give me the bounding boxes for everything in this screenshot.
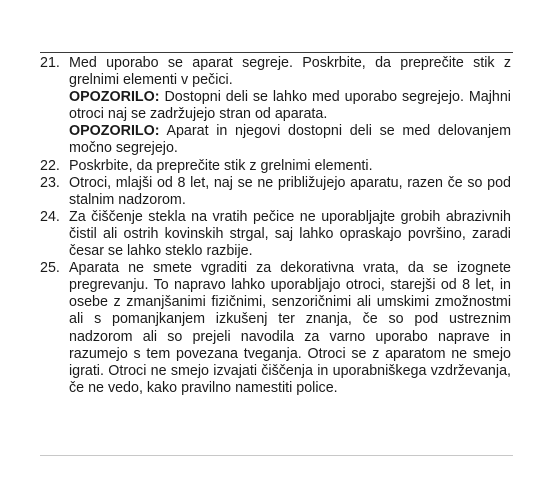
warning-text: Dostopni deli se lahko med uporabo segrejejo. Majhni otroci naj se zadržujejo stran od aparata.: [69, 89, 511, 123]
list-item-22: [40, 158, 511, 175]
item-text: Med uporabo se aparat segreje. Poskrbite, da preprečite stik z grelnimi elementi v pečici.: [69, 55, 511, 89]
warning-paragraph: [69, 123, 511, 157]
item-number: 23.: [40, 174, 60, 191]
item-number: 24.: [40, 208, 60, 225]
item-text: Aparata ne smete vgraditi za dekorativna vrata, da se izognete pregrevanju. To napravo lahko uporabljajo otroci, starejši od 8 let, in osebe z zmanjšanimi fizičnimi, senzoričnimi ali umskimi zmožnostmi ali s pomanjkanjem izkušenj ter znanja, če so pod ustreznim nadzorom ali so prejeli navodila za varno uporabo naprave in razumejo s tem povezana tveganja. Otroci se z aparatom ne smejo igrati. Otroci ne smejo izvajati čiščenja in uporabniškega vzdrževanja, če ne vedo, kako pravilno namestiti police.: [69, 260, 511, 396]
item-text: Poskrbite, da preprečite stik z grelnimi elementi.: [69, 157, 373, 174]
warning-text: Aparat in njegovi dostopni deli se med delovanjem močno segrejejo.: [69, 123, 512, 157]
warning-label: OPOZORILO:: [69, 89, 160, 106]
warning-label: OPOZORILO:: [69, 123, 160, 140]
item-body: [69, 55, 511, 158]
bottom-divider: [40, 455, 513, 456]
item-body: [69, 175, 511, 209]
item-text: Otroci, mlajši od 8 let, naj se ne približujejo aparatu, razen če so pod stalnim nadzorom.: [69, 174, 511, 208]
list-item-24: [40, 209, 511, 260]
item-number: 25.: [40, 260, 60, 277]
item-number: 22.: [40, 157, 60, 174]
list-item-23: [40, 175, 511, 209]
item-text: Za čiščenje stekla na vratih pečice ne uporabljajte grobih abrazivnih čistil ali ostrih kovinskih strgal, saj lahko opraskajo površino, zaradi česar se lahko steklo razbije.: [69, 208, 511, 260]
item-number: 21.: [40, 55, 60, 71]
item-body: [69, 158, 511, 175]
list-item-25: [40, 260, 511, 397]
item-body: [69, 209, 511, 260]
top-divider: [40, 52, 513, 53]
list-item-21: [40, 55, 511, 158]
item-body: [69, 260, 511, 397]
warning-paragraph: [69, 89, 511, 123]
safety-instructions-list: [40, 55, 511, 397]
